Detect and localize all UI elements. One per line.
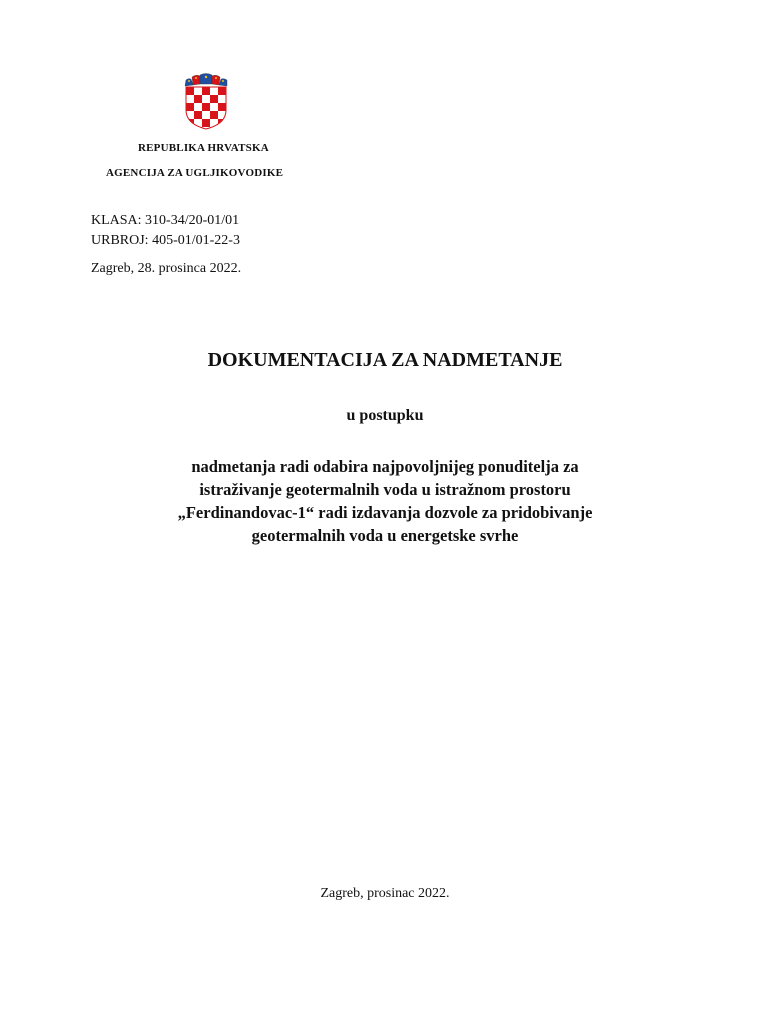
footer-date: Zagreb, prosinac 2022. (320, 886, 450, 901)
klasa-line: KLASA: 310-34/20-01/01 (91, 213, 240, 228)
document-date: Zagreb, 28. prosinca 2022. (91, 261, 242, 276)
description-line: nadmetanja radi odabira najpovoljnijeg ponuditelja za (191, 457, 579, 476)
croatian-coat-of-arms-icon (183, 72, 229, 130)
document-description (100, 455, 670, 547)
agency-heading: AGENCIJA ZA UGLJIKOVODIKE (106, 167, 284, 179)
document-subtitle: u postupku (346, 407, 424, 424)
description-line: „Ferdinandovac-1“ radi izdavanja dozvole za pridobivanje (177, 503, 593, 522)
document-title: DOKUMENTACIJA ZA NADMETANJE (207, 349, 563, 371)
description-line: istraživanje geotermalnih voda u istražnom prostoru (199, 480, 571, 499)
urbroj-line: URBROJ: 405-01/01-22-3 (91, 233, 240, 248)
description-line: geotermalnih voda u energetske svrhe (251, 526, 519, 545)
republic-heading: REPUBLIKA HRVATSKA (138, 142, 269, 154)
